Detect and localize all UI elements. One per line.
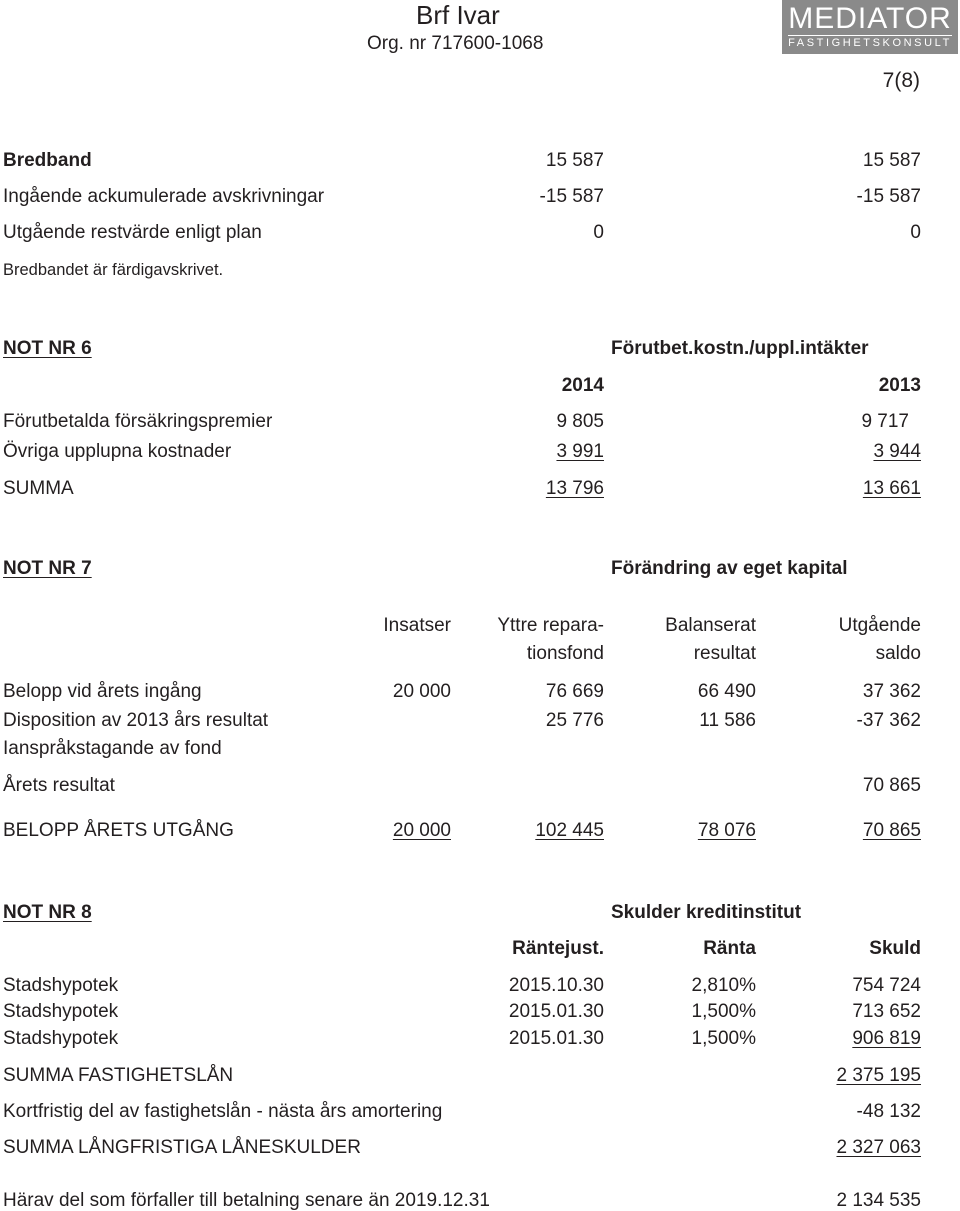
note-8-col-rantejust: Räntejust. — [512, 938, 604, 959]
note-8-long-term-label: SUMMA LÅNGFRISTIGA LÅNESKULDER — [3, 1137, 361, 1158]
note-6-year-2013: 2013 — [878, 375, 921, 396]
note-7-cell: 70 865 — [862, 775, 921, 796]
note-6-row-2014: 3 991 — [556, 441, 604, 462]
note-7-col-utgaende-line1: Utgående — [838, 615, 921, 636]
note-8-heading: Skulder kreditinstitut — [611, 902, 802, 923]
note-8-debt: 754 724 — [852, 975, 921, 996]
organization-number: Org. nr 717600-1068 — [367, 33, 544, 54]
note-7-col-insatser: Insatser — [383, 615, 451, 636]
note-6-row-2013: 9 717 — [861, 411, 909, 432]
logo-sub-text: FASTIGHETSKONSULT — [788, 37, 952, 49]
bredband-value-2013: 15 587 — [862, 150, 921, 171]
note-8-rate: 2,810% — [691, 975, 756, 996]
bredband-note: Bredbandet är färdigavskrivet. — [3, 261, 224, 279]
note-7-col-fond-line1: Yttre repara- — [497, 615, 604, 636]
note-8-short-term-label: Kortfristig del av fastighetslån - nästa års amortering — [3, 1101, 443, 1122]
note-6-title: NOT NR 6 — [3, 338, 92, 359]
note-7-row-label: Ianspråkstagande av fond — [3, 738, 222, 759]
bredband-row-2013: -15 587 — [856, 186, 921, 207]
note-7-col-utgaende-line2: saldo — [875, 643, 921, 664]
note-7-cell: -37 362 — [856, 710, 921, 731]
note-6-year-2014: 2014 — [561, 375, 604, 396]
note-8-col-ranta: Ränta — [703, 938, 756, 959]
bredband-title: Bredband — [3, 150, 92, 171]
note-8-sum-label: SUMMA FASTIGHETSLÅN — [3, 1065, 234, 1086]
note-7-cell: 37 362 — [862, 681, 921, 702]
note-7-row-label: Belopp vid årets ingång — [3, 681, 202, 702]
note-6-row-2014: 9 805 — [556, 411, 604, 432]
bredband-value-2014: 15 587 — [545, 150, 604, 171]
note-7-cell: 25 776 — [545, 710, 604, 731]
note-8-lender: Stadshypotek — [3, 975, 119, 996]
note-7-row-label: Årets resultat — [3, 775, 115, 796]
note-6-sum-2013: 13 661 — [862, 478, 921, 499]
bredband-row-2014: 0 — [593, 222, 604, 243]
note-7-sum-label: BELOPP ÅRETS UTGÅNG — [3, 820, 234, 841]
note-7-col-balanserat-line1: Balanserat — [665, 615, 756, 636]
note-6-sum-2014: 13 796 — [545, 478, 604, 499]
note-8-sum-value: 2 375 195 — [836, 1065, 921, 1086]
note-7-heading: Förändring av eget kapital — [611, 558, 848, 579]
note-7-title: NOT NR 7 — [3, 558, 92, 579]
mediator-logo — [782, 0, 958, 54]
note-7-col-balanserat-line2: resultat — [693, 643, 756, 664]
note-6-heading: Förutbet.kostn./uppl.intäkter — [611, 338, 869, 359]
note-8-date: 2015.01.30 — [508, 1028, 604, 1049]
note-8-date: 2015.01.30 — [508, 1001, 604, 1022]
note-8-title: NOT NR 8 — [3, 902, 92, 923]
bredband-row-label: Ingående ackumulerade avskrivningar — [3, 186, 325, 207]
note-8-rate: 1,500% — [691, 1001, 756, 1022]
note-7-sum-cell: 102 445 — [535, 820, 604, 841]
note-6-row-2013: 3 944 — [873, 441, 921, 462]
note-8-lender: Stadshypotek — [3, 1001, 119, 1022]
bredband-row-label: Utgående restvärde enligt plan — [3, 222, 262, 243]
note-7-sum-cell: 20 000 — [392, 820, 451, 841]
bredband-row-2014: -15 587 — [539, 186, 604, 207]
note-7-sum-cell: 78 076 — [697, 820, 756, 841]
note-8-col-skuld: Skuld — [869, 938, 921, 959]
note-7-cell: 20 000 — [392, 681, 451, 702]
page-number: 7(8) — [882, 69, 920, 92]
note-8-rate: 1,500% — [691, 1028, 756, 1049]
note-7-cell: 66 490 — [697, 681, 756, 702]
bredband-row-2013: 0 — [910, 222, 921, 243]
note-8-later-label: Härav del som förfaller till betalning senare än 2019.12.31 — [3, 1190, 490, 1211]
note-7-cell: 11 586 — [699, 710, 756, 731]
logo-divider — [788, 35, 952, 36]
organization-name: Brf Ivar — [416, 0, 500, 30]
note-8-debt: 906 819 — [852, 1028, 921, 1049]
note-8-debt: 713 652 — [852, 1001, 921, 1022]
note-7-sum-cell: 70 865 — [862, 820, 921, 841]
note-6-row-label: Förutbetalda försäkringspremier — [3, 411, 273, 432]
note-7-cell: 76 669 — [545, 681, 604, 702]
note-6-sum-label: SUMMA — [3, 478, 74, 499]
note-7-col-fond-line2: tionsfond — [526, 643, 604, 664]
note-8-later-value: 2 134 535 — [836, 1190, 921, 1211]
note-7-row-label: Disposition av 2013 års resultat — [3, 710, 269, 731]
logo-main-text: MEDIATOR — [788, 2, 952, 35]
note-8-short-term-value: -48 132 — [856, 1101, 921, 1122]
note-8-long-term-value: 2 327 063 — [836, 1137, 921, 1158]
note-6-row-label: Övriga upplupna kostnader — [3, 441, 232, 462]
note-8-date: 2015.10.30 — [508, 975, 604, 996]
note-8-lender: Stadshypotek — [3, 1028, 119, 1049]
